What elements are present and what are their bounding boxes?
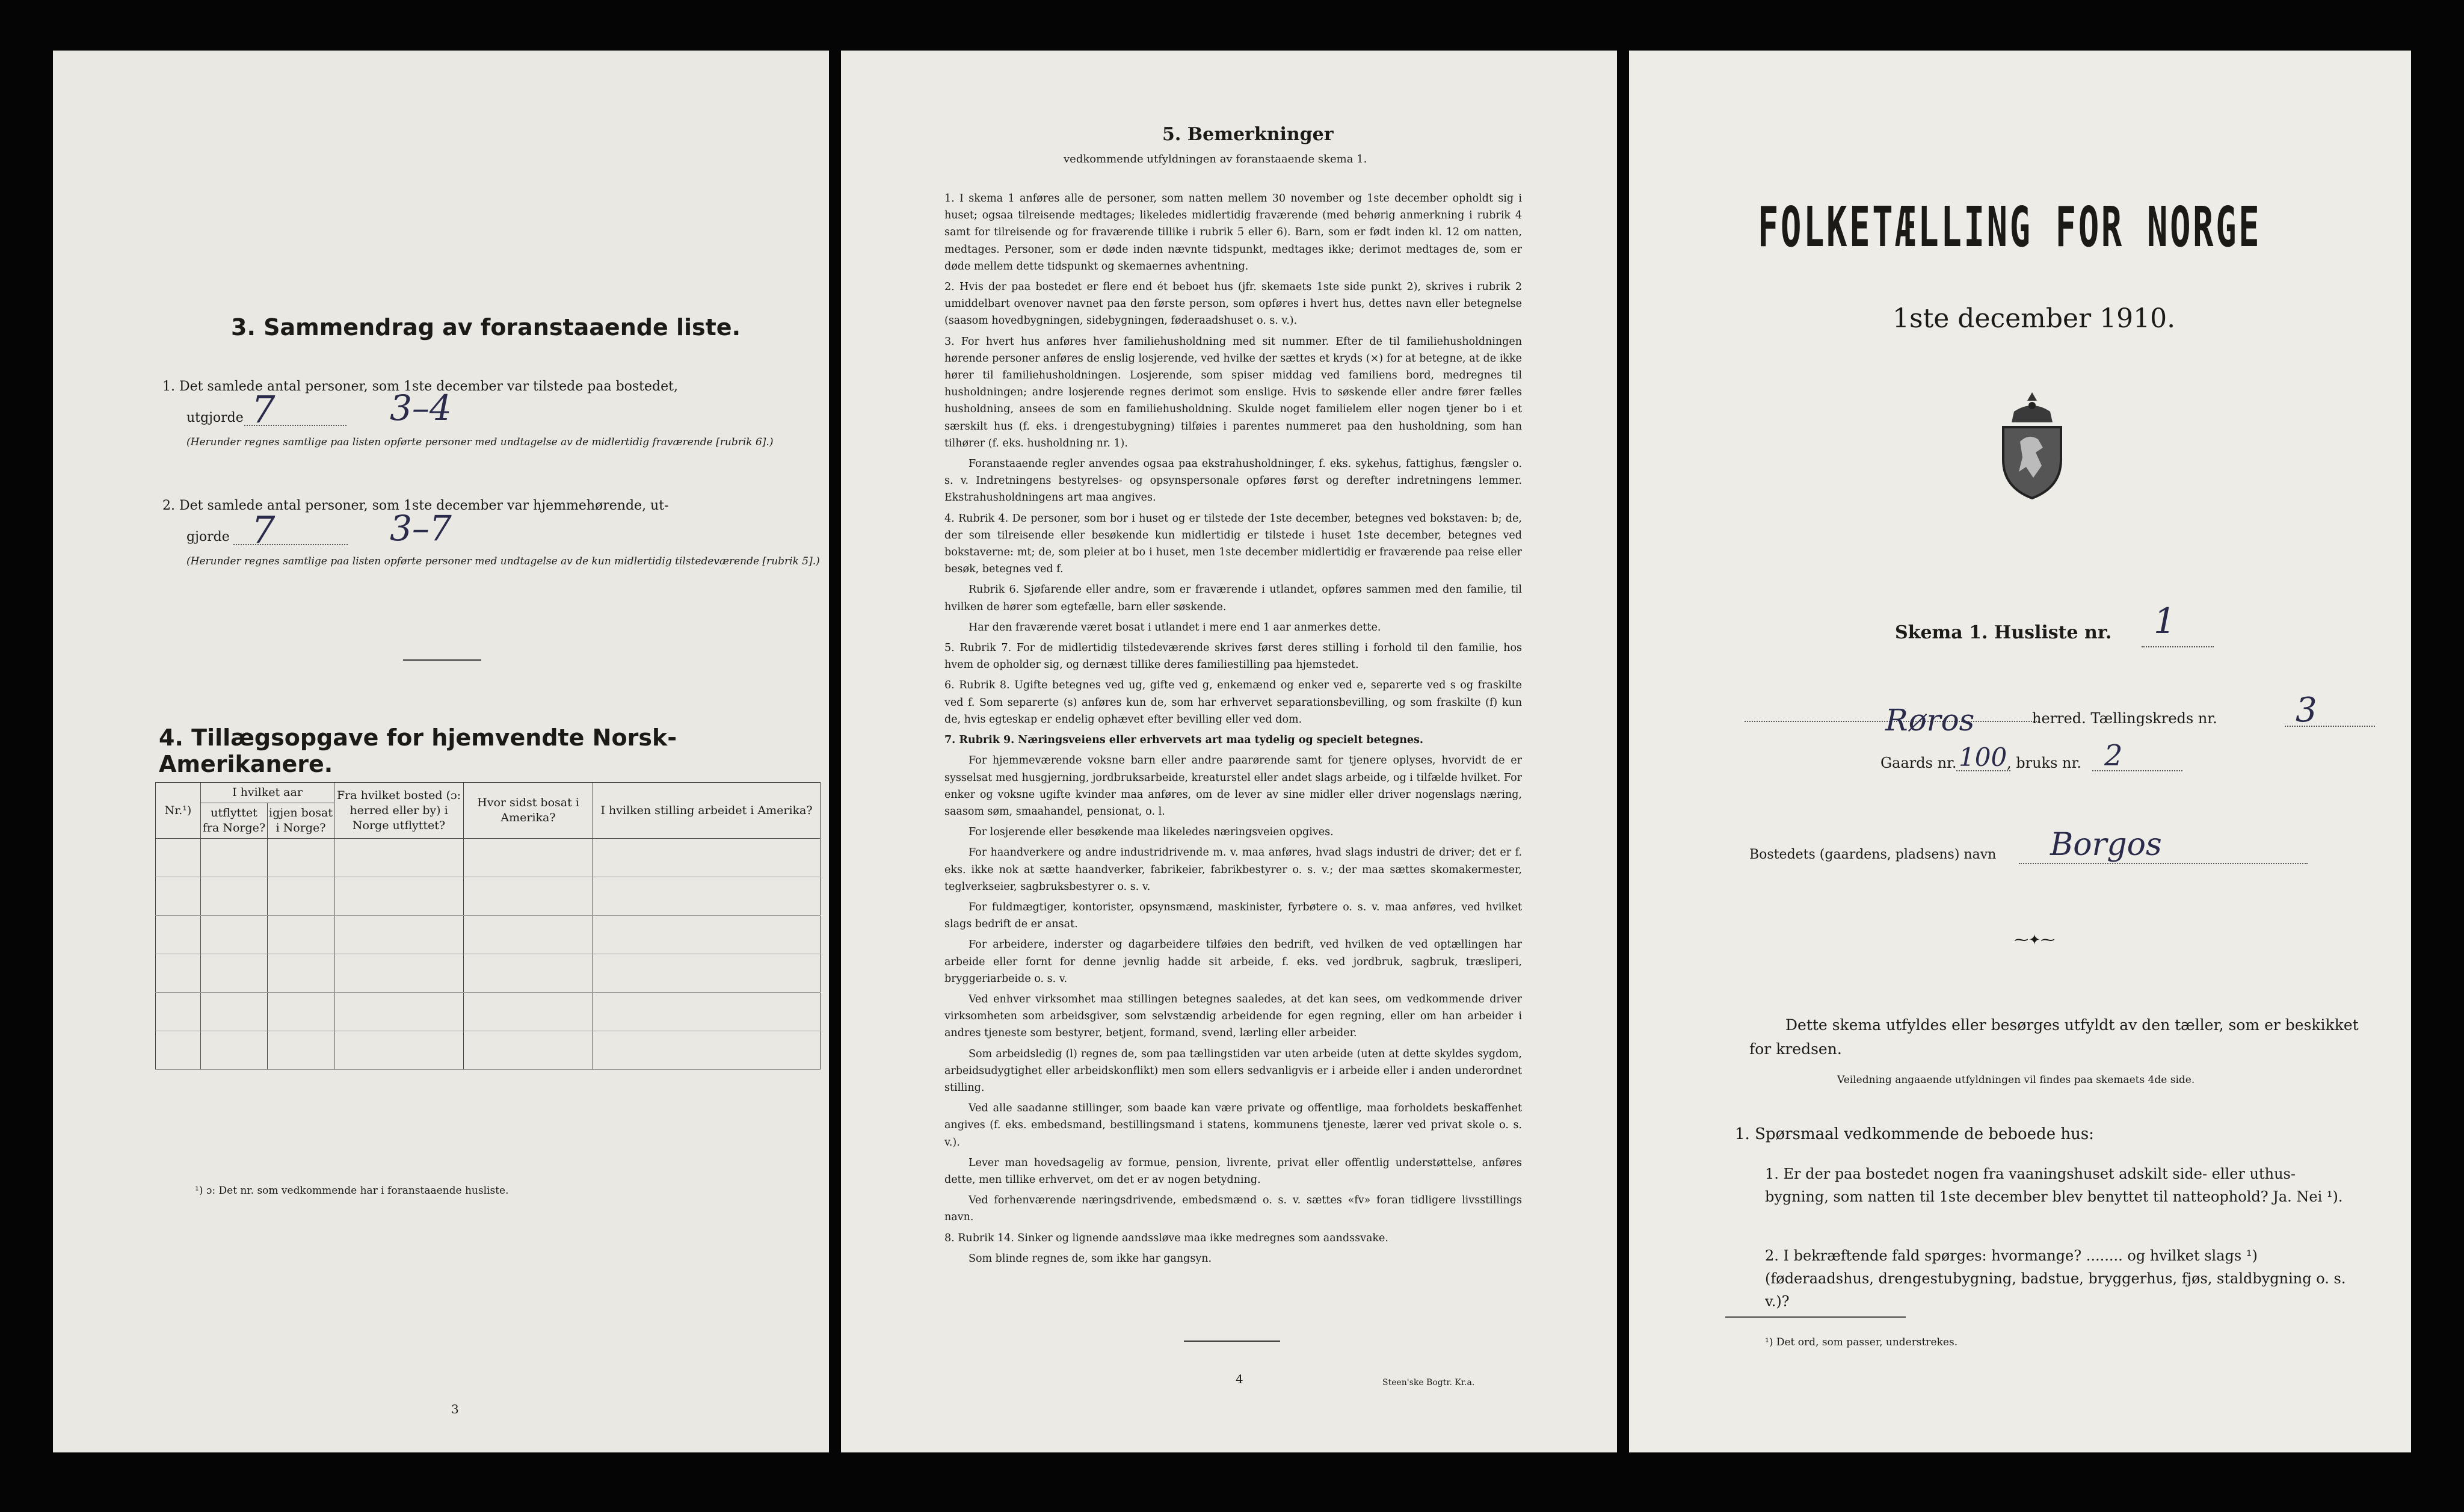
section-4-title: 4. Tillægsopgave for hjemvendte Norsk-Amerikanere. — [159, 724, 677, 777]
table-row — [156, 877, 821, 916]
kreds-value: 3 — [2296, 691, 2317, 730]
remark-paragraph: Rubrik 6. Sjøfarende eller andre, som er fraværende i utlandet, opføres sammen med den familie, til hvilken de hører som egtefælle, barn eller søskende. — [944, 584, 1522, 613]
gaards-label: Gaards nr. — [1880, 754, 1957, 771]
q2: 2. I bekræftende fald spørges: hvormange? ........ og hvilket slags ¹) (føderaadshus, drengestubygning, badstue, bryggerhus, fjøs, staldbygning o. s. v.)? — [1765, 1247, 2346, 1310]
q2-note: (Herunder regnes samtlige paa listen opførte personer med undtagelse av de kun midlertidig tilstedeværende [rubrik 5].) — [186, 555, 820, 567]
table-row — [156, 993, 821, 1031]
remark-paragraph: For arbeidere, inderster og dagarbeidere tilføies den bedrift, ved hvilken de ved optællingen har arbeide eller fornt for denne jevnlig hadde sit arbeide, f. eks. ved jordbruk, sagbruk, træsliperi, bryggeriarbeide o. s. v. — [944, 939, 1522, 985]
remark-paragraph: 2. Hvis der paa bostedet er flere end ét beboet hus (jfr. skemaets 1ste side punkt 2), skrives i rubrik 2 umiddelbart ovenover navnet paa den første person, som opføres i hvert hus, dettes navn eller betegnelse (saasom hovedbygningen, sidebygningen, føderaadshuset o. s. v.). — [944, 281, 1522, 327]
divider — [1725, 1316, 1906, 1318]
q1-note: (Herunder regnes samtlige paa listen opførte personer med undtagelse av de midlertidig fraværende [rubrik 6].) — [186, 436, 774, 448]
col-fra-bosted: Fra hvilket bosted (ɔ: herred eller by) i Norge utflyttet? — [334, 783, 464, 839]
q2-text: 2. Det samlede antal personer, som 1ste december var hjemmehørende, ut- — [162, 498, 669, 513]
herred-label: herred. Tællingskreds nr. — [2032, 710, 2217, 727]
q2-value: 7 — [251, 508, 276, 552]
table-row — [156, 839, 821, 877]
bosted-dotted-line — [2019, 863, 2308, 864]
divider — [1184, 1341, 1280, 1342]
q1-dotted-line — [244, 425, 346, 426]
bruks-label: , bruks nr. — [2007, 754, 2081, 771]
remark-paragraph: Som blinde regnes de, som ikke har gangsyn. — [969, 1252, 1212, 1265]
remark-paragraph: Har den fraværende været bosat i utlandet i mere end 1 aar anmerkes dette. — [969, 621, 1381, 634]
footnote: ¹) ɔ: Det nr. som vedkommende har i foranstaaende husliste. — [195, 1185, 509, 1197]
remark-paragraph: 8. Rubrik 14. Sinker og lignende aandssløve maa ikke medregnes som aandssvake. — [944, 1232, 1388, 1244]
remarks-subtitle: vedkommende utfyldningen av foranstaaende skema 1. — [1064, 153, 1367, 165]
table-row — [156, 1031, 821, 1070]
q1-label: utgjorde — [186, 410, 244, 425]
footnote: ¹) Det ord, som passer, understrekes. — [1765, 1336, 1958, 1348]
remark-paragraph: Ved forhenværende næringsdrivende, embedsmænd o. s. v. sættes «fv» foran tidligere livsstillings navn. — [944, 1194, 1522, 1224]
section-3-title: 3. Sammendrag av foranstaaende liste. — [231, 314, 741, 341]
norsk-amerikanere-table — [155, 782, 821, 1070]
page-number: 4 — [1236, 1372, 1243, 1386]
veiledning: Veiledning angaaende utfyldningen vil findes paa skemaets 4de side. — [1837, 1074, 2195, 1086]
bosted-value: Borgos — [2050, 827, 2162, 863]
bruks-value: 2 — [2104, 739, 2123, 773]
remark-paragraph: For haandverkere og andre industridrivende m. v. maa anføres, hvad slags industri de driver; det er f. eks. ikke nok at sætte haandverker, fabrikeier, fabrikbestyrer o. s. v.; der maa sættes skomakermester, teglverkseier, sagbruksbestyrer o. s. v. — [944, 847, 1522, 893]
main-title: FOLKETÆLLING FOR NORGE — [1758, 195, 2262, 259]
q1-value: 7 — [251, 387, 276, 431]
table-row — [156, 954, 821, 993]
q2-extra: 3–7 — [390, 508, 452, 549]
instructions: Dette skema utfyldes eller besørges utfyldt av den tæller, som er beskikket for kredsen. — [1749, 1016, 2359, 1058]
skema-label: Skema 1. Husliste nr. — [1895, 622, 2112, 643]
remark-paragraph: For hjemmeværende voksne barn eller andre paarørende samt for tjenere oplyses, hvorvidt de er sysselsat med husgjerning, jordbruksarbeide, kreaturstel eller andet slags arbeide, og i tilfælde hvilket. For enker og voksne ugifte kvinder maa anføres, om de lever av sine midler eller driver nogenslags næring, saasom søm, smaahandel, pensionat, o. l. — [944, 754, 1522, 818]
col-nr: Nr.¹) — [156, 783, 201, 839]
remarks-title: 5. Bemerkninger — [1162, 124, 1334, 145]
q1: 1. Er der paa bostedet nogen fra vaaningshuset adskilt side- eller uthus-bygning, som natten til 1ste december blev benyttet til natteophold? Ja. Nei ¹). — [1765, 1165, 2343, 1205]
remark-paragraph: 7. Rubrik 9. Næringsveiens eller erhvervets art maa tydelig og specielt betegnes. — [944, 734, 1423, 747]
bosted-label: Bostedets (gaardens, pladsens) navn — [1749, 847, 1997, 862]
page-middle — [841, 51, 1617, 1452]
remark-paragraph: 6. Rubrik 8. Ugifte betegnes ved ug, gifte ved g, enkemænd og enker ved e, separerte ved s og fraskilte ved f. Som separerte (s) anføres kun de, som har erhvervet separationsbevilling, og som fraskilte (f) kun de, hvis egteskap er endelig ophævet efter bevilling eller ved dom. — [944, 679, 1522, 726]
gaards-value: 100 — [1959, 742, 2007, 772]
col-igjen-bosat: igjen bosat i Norge? — [268, 803, 334, 839]
bruks-dotted-line — [2092, 770, 2182, 771]
remark-paragraph: 3. For hvert hus anføres hver familiehusholdning med sit nummer. Efter de til familiehusholdningen hørende personer anføres de enslig losjerende, ved hvilke der sættes et kryds (×) for at betegne, at de ikke hører til familiehusholdningen. Losjerende, som spiser middag ved familiens bord, medregnes til husholdningen; andre losjerende regnes derimot som enslige. Hvis to søskende eller andre fører fælles husholdning, ansees de som en familiehusholdning. Skulde noget familielem eller nogen tjener bo i et særskilt hus (f. eks. i drengestubygning) tilføies i parentes nummeret paa den husholdning, som han tilhører (f. eks. husholdning nr. 1). — [944, 335, 1522, 449]
herred-value: Røros — [1885, 703, 1975, 738]
q2-dotted-line — [233, 544, 348, 545]
remark-paragraph: 5. Rubrik 7. For de midlertidig tilstedeværende skrives først deres stilling i forhold til den familie, hos hvem de opholder sig, og dernæst tillike deres familiestilling paa hjemstedet. — [944, 642, 1522, 671]
skema-dotted-line — [2142, 646, 2214, 647]
q1-text: 1. Det samlede antal personer, som 1ste december var tilstede paa bostedet, — [162, 379, 678, 394]
remark-paragraph: Som arbeidsledig (l) regnes de, som paa tællingstiden var uten arbeide (uten at dette skyldes sygdom, arbeidsudygtighet eller arbeidskonflikt) men som ellers sedvanligvis er i arbeide eller i anden underordnet stilling. — [944, 1048, 1522, 1094]
divider — [403, 659, 481, 661]
table-row — [156, 916, 821, 954]
remark-paragraph: For losjerende eller besøkende maa likeledes næringsveien opgives. — [969, 826, 1334, 839]
q1-extra: 3–4 — [390, 387, 452, 428]
remark-paragraph: Lever man hovedsagelig av formue, pension, livrente, privat eller offentlig understøttelse, anføres dette, men tillike erhvervet, om det er av nogen betydning. — [944, 1156, 1522, 1186]
ornament-icon: ⁓✦⁓ — [2014, 931, 2056, 948]
gaards-dotted-line — [1956, 770, 2010, 771]
remarks-body — [944, 190, 1522, 1369]
page-left — [53, 51, 829, 1452]
q-section-title: 1. Spørsmaal vedkommende de beboede hus: — [1735, 1125, 2094, 1143]
coat-of-arms-icon — [1990, 387, 2074, 502]
remark-paragraph: Ved alle saadanne stillinger, som baade kan være private og offentlige, maa forholdets beskaffenhet angives (f. eks. embedsmand, bestillingsmand i statens, kommunens tjeneste, lærer ved privat skole o. s. v.). — [944, 1102, 1522, 1149]
skema-value: 1 — [2154, 600, 2176, 641]
col-utflyttet: utflyttet fra Norge? — [201, 803, 268, 839]
col-stilling: I hvilken stilling arbeidet i Amerika? — [593, 783, 821, 839]
remark-paragraph: Foranstaaende regler anvendes ogsaa paa ekstrahusholdninger, f. eks. sykehus, fattighus, fængsler o. s. v. Indretningens bestyrelses- og opsynspersonale opføres først og derefter indretningens lemmer. Ekstrahusholdningens art maa angives. — [944, 458, 1522, 504]
col-sidst-bosat: Hvor sidst bosat i Amerika? — [464, 783, 593, 839]
page-number: 3 — [451, 1402, 459, 1416]
page-right — [1629, 51, 2411, 1452]
date: 1ste december 1910. — [1893, 303, 2176, 334]
q2-label: gjorde — [186, 529, 230, 545]
col-group-aar: I hvilket aar — [201, 783, 334, 803]
printer-mark: Steen'ske Bogtr. Kr.a. — [1382, 1378, 1475, 1387]
remark-paragraph: Ved enhver virksomhet maa stillingen betegnes saaledes, at det kan sees, om vedkommende driver virksomheten som arbeidsgiver, som selvstændig arbeidende for egen regning, eller om han arbeider i andres tjeneste som bestyrer, betjent, formand, svend, lærling eller arbeider. — [944, 993, 1522, 1040]
remark-paragraph: For fuldmægtiger, kontorister, opsynsmænd, maskinister, fyrbøtere o. s. v. maa anføres, ved hvilket slags bedrift de er ansat. — [944, 901, 1522, 931]
remark-paragraph: 1. I skema 1 anføres alle de personer, som natten mellem 30 november og 1ste december opholdt sig i huset; ogsaa tilreisende medtages; likeledes midlertidig fraværende (med behørig anmerkning i rubrik 4 samt for tilreisende og for fraværende tillike i rubrik 5 eller 6). Barn, som er født inden kl. 12 om natten, medtages. Personer, som er døde inden nævnte tidspunkt, medtages ikke; derimot medtages de, som er døde mellem dette tidspunkt og skemaernes avhentning. — [944, 193, 1522, 273]
kreds-dotted-line — [2285, 726, 2375, 727]
remark-paragraph: 4. Rubrik 4. De personer, som bor i huset og er tilstede der 1ste december, betegnes ved bokstaven: b; de, der som tilreisende eller besøkende kun midlertidig er tilstede i huset 1ste december, betegnes ved bokstaverne: mt; de, som pleier at bo i huset, men 1ste december midlertidig er fraværende paa reise eller besøk, betegnes ved f. — [944, 512, 1522, 576]
